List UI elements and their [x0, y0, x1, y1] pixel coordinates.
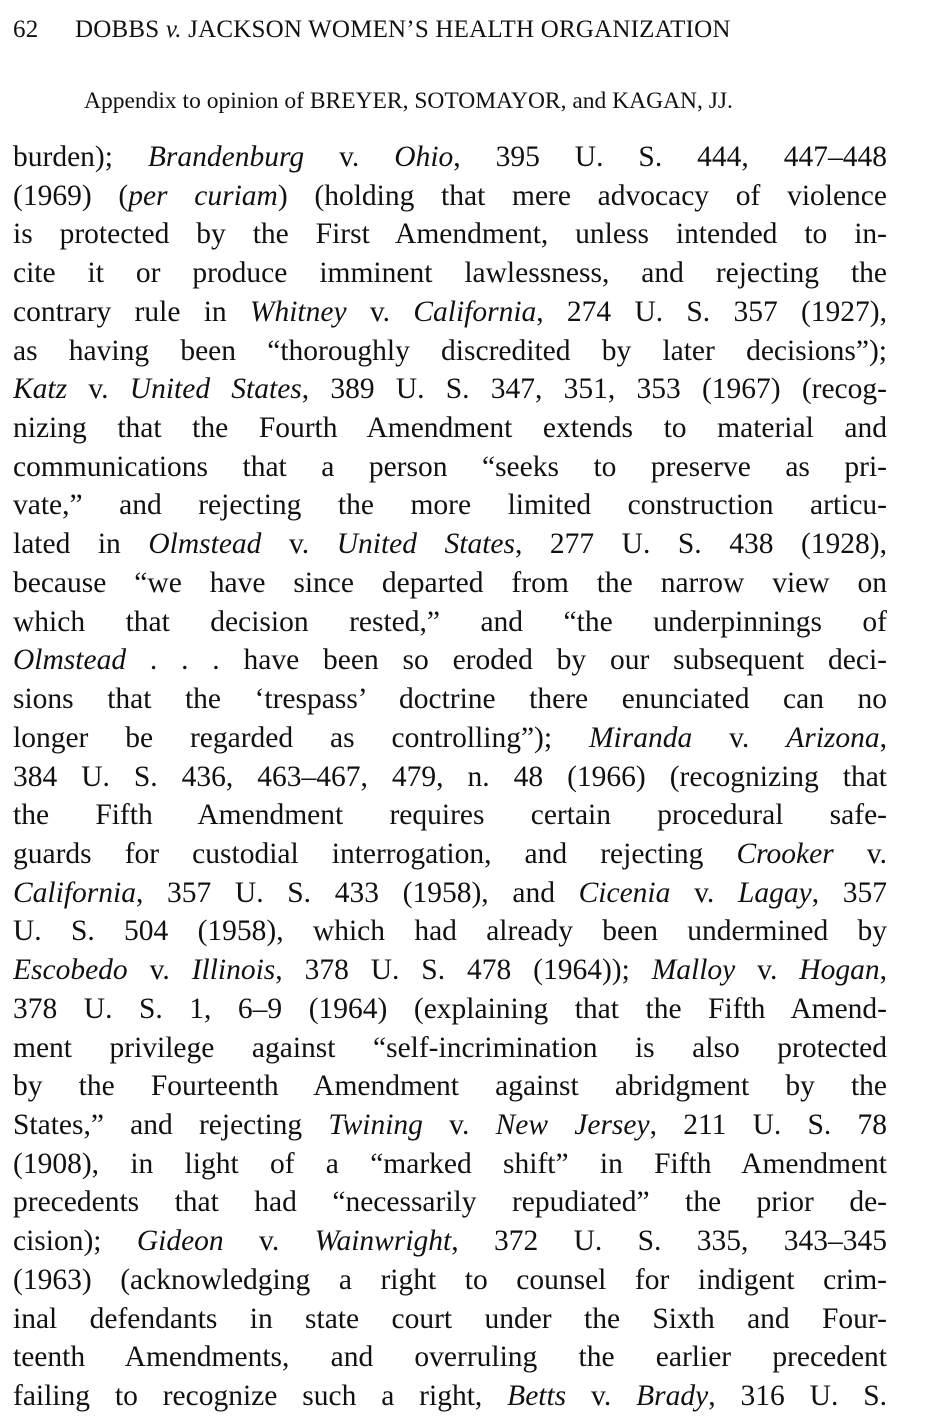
italic-text: Gideon — [136, 1225, 224, 1258]
italic-text: Crooker — [736, 837, 834, 870]
text-segment: v. — [692, 721, 787, 754]
text-line — [13, 719, 887, 758]
text-segment: which that decision rested,” and “the underpinnings of — [13, 605, 887, 638]
text-segment: because “we have since departed from the narrow view on — [13, 566, 887, 599]
text-line — [13, 1300, 887, 1339]
text-segment: (1969) ( — [13, 179, 129, 212]
text-segment: , 211 U. S. 78 — [649, 1108, 887, 1141]
text-line — [13, 603, 887, 642]
text-line — [13, 1183, 887, 1222]
text-line — [13, 1106, 887, 1145]
italic-text: Arizona — [786, 721, 880, 754]
text-segment: , 274 U. S. 357 (1927), — [536, 295, 887, 328]
italic-text: Illinois — [191, 954, 276, 987]
italic-text: Escobedo — [13, 954, 128, 987]
italic-text: Olmstead — [148, 528, 262, 561]
text-segment: communications that a person “seeks to preserve as pri- — [13, 450, 887, 483]
text-line — [13, 1145, 887, 1184]
italic-text: per curiam — [128, 179, 278, 212]
text-segment: precedents that had “necessarily repudiated” the prior de- — [13, 1186, 887, 1219]
text-segment: inal defendants in state court under the Sixth and Four- — [13, 1302, 887, 1335]
text-line — [13, 525, 887, 564]
text-segment: , — [879, 721, 887, 754]
text-line — [13, 1261, 887, 1300]
appendix-caption — [84, 86, 904, 116]
text-line — [13, 1222, 887, 1261]
text-segment: ) (holding that mere advocacy of violence — [277, 179, 887, 212]
caption-text: , and K — [560, 88, 630, 114]
caption-smallcaps: OTOMAYOR — [427, 88, 561, 114]
italic-text: California — [413, 295, 537, 328]
text-line — [13, 138, 887, 177]
text-line — [13, 796, 887, 835]
italic-text: Olmstead — [13, 644, 127, 677]
text-line — [13, 951, 887, 990]
text-segment: 384 U. S. 436, 463–467, 479, n. 48 (1966) (recognizing that — [13, 760, 887, 793]
text-segment: nizing that the Fourth Amendment extends to material and — [13, 412, 887, 445]
text-line — [13, 641, 887, 680]
italic-text: Katz — [13, 373, 68, 406]
running-header — [13, 14, 913, 46]
text-line — [13, 912, 887, 951]
text-line — [13, 1377, 887, 1416]
text-line — [13, 254, 887, 293]
text-segment: v. — [67, 373, 130, 406]
caption-text: , JJ. — [697, 88, 733, 114]
text-segment: as having been “thoroughly discredited by later decisions”); — [13, 334, 887, 367]
italic-text: Brandenburg — [147, 141, 305, 173]
italic-text: Brady — [636, 1380, 709, 1412]
text-segment: , 378 U. S. 478 (1964)); — [275, 954, 652, 987]
text-line — [13, 874, 887, 913]
text-line — [13, 1067, 887, 1106]
text-segment: , 357 — [811, 876, 887, 909]
text-line — [13, 1029, 887, 1068]
caption-text: Appendix to opinion of B — [84, 88, 326, 114]
text-segment: sions that the ‘trespass’ doctrine there enunciated can no — [13, 683, 887, 716]
italic-text: Malloy — [651, 954, 736, 987]
text-line — [13, 177, 887, 216]
text-segment: lated in — [13, 528, 149, 561]
italic-text: New Jersey — [495, 1108, 650, 1141]
text-segment: ment privilege against “self-incrimination is also protected — [13, 1031, 887, 1064]
text-segment: cite it or produce imminent lawlessness, and rejecting the — [13, 257, 887, 290]
text-segment: U. S. 504 (1958), which had already been undermined by — [13, 915, 887, 948]
italic-text: Cicenia — [578, 876, 671, 909]
text-segment: v. — [261, 528, 337, 561]
italic-text: Hogan — [799, 954, 880, 987]
text-segment: v. — [422, 1108, 496, 1141]
text-segment: contrary rule in — [13, 295, 250, 328]
text-line — [13, 448, 887, 487]
italic-text: Miranda — [588, 721, 693, 754]
text-line — [13, 409, 887, 448]
text-segment: longer be regarded as controlling”); — [13, 721, 589, 754]
text-segment: vate,” and rejecting the more limited construction articu- — [13, 489, 887, 522]
text-segment: (1963) (acknowledging a right to counsel for indigent crim- — [13, 1263, 887, 1296]
text-segment: v. — [127, 954, 192, 987]
text-segment: v. — [223, 1225, 315, 1258]
text-segment: by the Fourteenth Amendment against abridgment by the — [13, 1070, 887, 1103]
italic-text: Ohio — [394, 141, 454, 173]
text-segment: burden); — [13, 141, 148, 173]
text-line — [13, 486, 887, 525]
text-line — [13, 370, 887, 409]
text-segment: guards for custodial interrogation, and rejecting — [13, 837, 737, 870]
caption-smallcaps: REYER — [325, 88, 403, 114]
text-segment: is protected by the First Amendment, unless intended to in- — [13, 218, 887, 251]
running-title-part: JACKSON WOMEN’S HEALTH ORGANIZATION — [181, 16, 731, 43]
italic-text: California — [13, 876, 136, 909]
italic-text: Wainwright — [314, 1225, 452, 1258]
text-segment: v. — [346, 295, 414, 328]
running-title-part: DOBBS — [75, 16, 166, 43]
text-segment: the Fifth Amendment requires certain procedural safe- — [13, 799, 887, 832]
text-line — [13, 1338, 887, 1377]
text-segment: , — [879, 954, 887, 987]
text-line — [13, 990, 887, 1029]
caption-text: , S — [402, 88, 428, 114]
text-segment: States,” and rejecting — [13, 1108, 329, 1141]
text-segment: , 395 U. S. 444, 447–448 — [453, 141, 887, 173]
body-paragraph — [13, 138, 887, 1416]
text-segment: 378 U. S. 1, 6–9 (1964) (explaining that the Fifth Amend- — [13, 992, 887, 1025]
text-segment: failing to recognize such a right, — [13, 1380, 508, 1412]
text-line — [13, 758, 887, 797]
text-line — [13, 332, 887, 371]
italic-text: Betts — [507, 1380, 567, 1412]
text-segment: . . . have been so eroded by our subsequent deci- — [126, 644, 887, 677]
text-line — [13, 293, 887, 332]
italic-text: Twining — [328, 1108, 423, 1141]
text-segment: (1908), in light of a “marked shift” in Fifth Amendment — [13, 1147, 887, 1180]
caption-smallcaps: AGAN — [629, 88, 698, 114]
text-segment: v. — [735, 954, 800, 987]
text-segment: , 389 U. S. 347, 351, 353 (1967) (recog- — [301, 373, 887, 406]
text-segment: v. — [833, 837, 887, 870]
running-title-versus: v. — [165, 16, 182, 43]
italic-text: Whitney — [249, 295, 347, 328]
text-line — [13, 835, 887, 874]
text-segment: , 357 U. S. 433 (1958), and — [135, 876, 579, 909]
text-segment: v. — [566, 1380, 637, 1412]
italic-text: Lagay — [737, 876, 812, 909]
text-segment: , 277 U. S. 438 (1928), — [515, 528, 887, 561]
page-number: 62 — [13, 16, 39, 43]
italic-text: United States — [336, 528, 515, 561]
text-line — [13, 564, 887, 603]
text-segment: teenth Amendments, and overruling the earlier precedent — [13, 1341, 887, 1374]
text-segment: v. — [670, 876, 738, 909]
text-line — [13, 680, 887, 719]
text-segment: , 372 U. S. 335, 343–345 — [451, 1225, 887, 1258]
text-segment: , 316 U. S. — [708, 1380, 887, 1412]
text-segment: v. — [304, 141, 395, 173]
text-line — [13, 215, 887, 254]
italic-text: United States — [129, 373, 302, 406]
text-segment: cision); — [13, 1225, 137, 1258]
